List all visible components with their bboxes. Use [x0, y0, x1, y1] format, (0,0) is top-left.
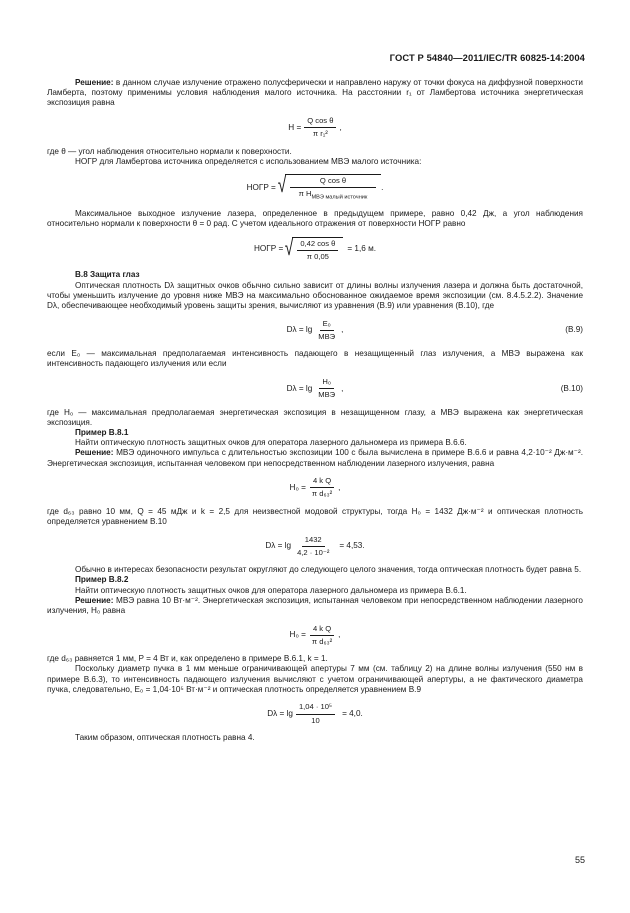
formula-numerator: Q cos θ: [304, 116, 336, 128]
example-solution: [47, 596, 583, 616]
formula-tail: ,: [338, 630, 341, 640]
formula-fraction: [315, 319, 338, 342]
formula-lhs: H₀ =: [289, 482, 306, 492]
formula-nogr-general: [47, 170, 583, 206]
formula-denominator: МВЭ: [318, 331, 336, 341]
formula-lhs: H₀ =: [289, 630, 306, 640]
formula-fraction: [304, 116, 336, 139]
formula-tail: .: [381, 182, 384, 192]
formula-fraction: [309, 624, 335, 647]
formula-numerator: Q cos θ: [290, 176, 376, 188]
formula-dlambda-b: [47, 698, 583, 730]
example-task: Найти оптическую плотность защитных очков для оператора лазерного дальномера из примера B.6.6.: [75, 438, 467, 448]
formula-numerator: 4 k Q: [310, 476, 334, 488]
page-number: 55: [574, 855, 585, 865]
paragraph-theta-def: где θ — угол наблюдения относительно нормали к поверхности.: [47, 146, 292, 156]
formula-lhs: Dλ = lg: [265, 541, 292, 551]
equation-number: (B.9): [565, 325, 583, 335]
formula-sqrt: [283, 234, 343, 262]
formula-fraction: [315, 377, 338, 400]
formula-numerator: H₀: [319, 377, 334, 389]
formula-tail: ,: [341, 325, 344, 335]
paragraph-text: МВЭ равна 10 Вт·м⁻². Энергетическая экспозиция, испытанная человеком при непосредственном наблюдении лазерного излучения, H₀ равна: [47, 595, 583, 616]
equation-number: (B.10): [560, 383, 583, 393]
solution-lead: Решение:: [75, 595, 114, 605]
solution-lead: Решение:: [75, 78, 114, 87]
formula-numerator: 4 k Q: [310, 624, 334, 636]
paragraph-text: МВЭ одиночного импульса с длительностью экспозиции 100 с была вычислена в примере B.6.6 и равна 4,2·10⁻² Дж·м⁻². Энергетическая экспозиция, испытанная человеком при непосредственном наблюдении лазерного излучения, равна: [47, 448, 583, 468]
paragraph-d63-def: где d₆₃ равно 10 мм, Q = 45 мДж и k = 2,5 для неизвестной модовой структуры, тогда H₀ = 1432 Дж·м⁻² и оптическая плотность определяется уравнением B.10: [47, 506, 583, 527]
formula-lhs: НОГР =: [246, 182, 276, 192]
paragraph-d63-b: где d₆₃ равняется 1 мм, P = 4 Вт и, как определено в примере B.6.1, k = 1.: [47, 654, 328, 664]
formula-fraction: [309, 476, 335, 499]
example-heading-b82: Пример B.8.2: [75, 575, 129, 585]
formula-fraction: [297, 239, 338, 262]
paragraph-rounding: Обычно в интересах безопасности результат округляют до следующего целого значения, тогда оптическая плотность будет равна 5.: [75, 565, 582, 575]
paragraph-beam-diameter: Поскольку диаметр пучка в 1 мм меньше ограничивающей апертуры 7 мм (см. таблицу 2) на длине волны излучения (550 нм в примере B.6.3), то интенсивность падающего излучения вычисляют с учетом ограничивающей апертуры, а не фактического диаметра пучка, следовательно, E₀ = 1,04·10⁵ Вт·м⁻² и оптическая плотность определяется уравнением B.9: [47, 664, 583, 694]
formula-fraction: [290, 176, 376, 203]
formula-lhs: Dλ = lg: [286, 325, 313, 335]
formula-denominator: 10: [311, 715, 320, 725]
formula-lhs: Dλ = lg: [286, 383, 313, 393]
formula-tail: ,: [339, 122, 342, 132]
formula-numerator: 1432: [302, 535, 325, 547]
paragraph-solution-lambert: [47, 78, 583, 109]
formula-denominator: π d₆₃²: [311, 489, 333, 499]
formula-numerator: 0,42 cos θ: [297, 239, 338, 251]
formula-denominator: МВЭ: [318, 390, 336, 400]
formula-denominator: 4,2 · 10⁻²: [297, 547, 330, 557]
formula-sqrt: [276, 171, 384, 203]
formula-tail: ,: [341, 383, 344, 393]
formula-denominator: π d₆₃²: [311, 636, 333, 646]
den-subscript: МВЭ малый источник: [311, 194, 368, 201]
formula-h-lambert: [47, 112, 583, 144]
formula-h0-b: [47, 619, 583, 651]
example-heading-b81: Пример B.8.1: [75, 428, 129, 438]
formula-lhs: НОГР =: [254, 244, 284, 254]
formula-b9: [47, 314, 583, 346]
formula-lhs: Dλ = lg: [267, 708, 293, 718]
formula-tail: ,: [338, 482, 341, 492]
formula-tail: = 4,0.: [342, 708, 363, 718]
formula-numerator: 1,04 · 10⁵: [296, 702, 335, 714]
section-heading-b8: B.8 Защита глаз: [75, 270, 140, 280]
example-solution: [47, 448, 583, 468]
formula-fraction: [294, 535, 332, 558]
den-main: π H: [298, 188, 312, 198]
paragraph-e0-def: если E₀ — максимальная предполагаемая интенсивность падающего в незащищенный глаз излучения, а МВЭ выражена как интенсивность падающего излучения или если: [47, 349, 583, 369]
formula-lhs: H =: [288, 122, 302, 132]
formula-nogr-value: [47, 232, 583, 266]
formula-denominator: [296, 188, 371, 203]
formula-numerator: E₀: [320, 319, 334, 331]
formula-denominator: π r₁²: [312, 129, 328, 139]
solution-lead: Решение:: [75, 448, 114, 458]
formula-b10: [47, 373, 583, 405]
formula-h0-a: [47, 472, 583, 504]
document-header: ГОСТ Р 54840—2011/IEC/TR 60825-14:2004: [389, 52, 585, 63]
formula-tail: = 1,6 м.: [347, 244, 376, 254]
paragraph-nogr-def: НОГР для Ламбертова источника определяется с использованием МВЭ малого источника:: [75, 156, 422, 166]
example-task: Найти оптическую плотность защитных очков для оператора лазерного дальномера из примера B.6.1.: [75, 585, 467, 595]
paragraph-optical-density: Оптическая плотность Dλ защитных очков обычно сильно зависит от длины волны излучения лазера и должна быть достаточной, чтобы уменьшить излучение до уровня ниже МВЭ на максимально обоснованное ожидаемое время экспозиции (см. 8.4.5.2.2). Значение Dλ, обеспечивающее необходимый уровень защиты зрения, вычисляют из уравнения (B.9) или уравнения (B.10), где: [47, 280, 583, 311]
sqrt-symbol: √: [277, 171, 287, 197]
paragraph-conclusion: Таким образом, оптическая плотность равна 4.: [75, 733, 255, 743]
paragraph-max-output: Максимальное выходное излучение лазера, определенное в предыдущем примере, равно 0,42 Дж, а угол наблюдения относительно нормали к поверхности θ = 0 рад. С учетом идеального отражения от поверхности НОГР равно: [47, 209, 583, 229]
formula-tail: = 4,53.: [339, 541, 365, 551]
formula-denominator: π 0,05: [306, 251, 329, 261]
sqrt-symbol: √: [285, 234, 294, 260]
paragraph-h0-def: где H₀ — максимальная предполагаемая энергетическая экспозиция в незащищенном глазу, а МВЭ выражена как энергетическая экспозиция.: [47, 407, 583, 427]
document-body: [47, 78, 583, 743]
formula-dlambda-a: [47, 530, 583, 562]
formula-fraction: [296, 702, 335, 725]
paragraph-text: в данном случае излучение отражено полусферически и направлено наружу от точки фокуса на диффузной поверхности Ламберта, поэтому применимы условия наблюдения малого источника. На расстоянии r₁ от Ламбертова источника энергетическая экспозиция равна: [47, 78, 583, 108]
